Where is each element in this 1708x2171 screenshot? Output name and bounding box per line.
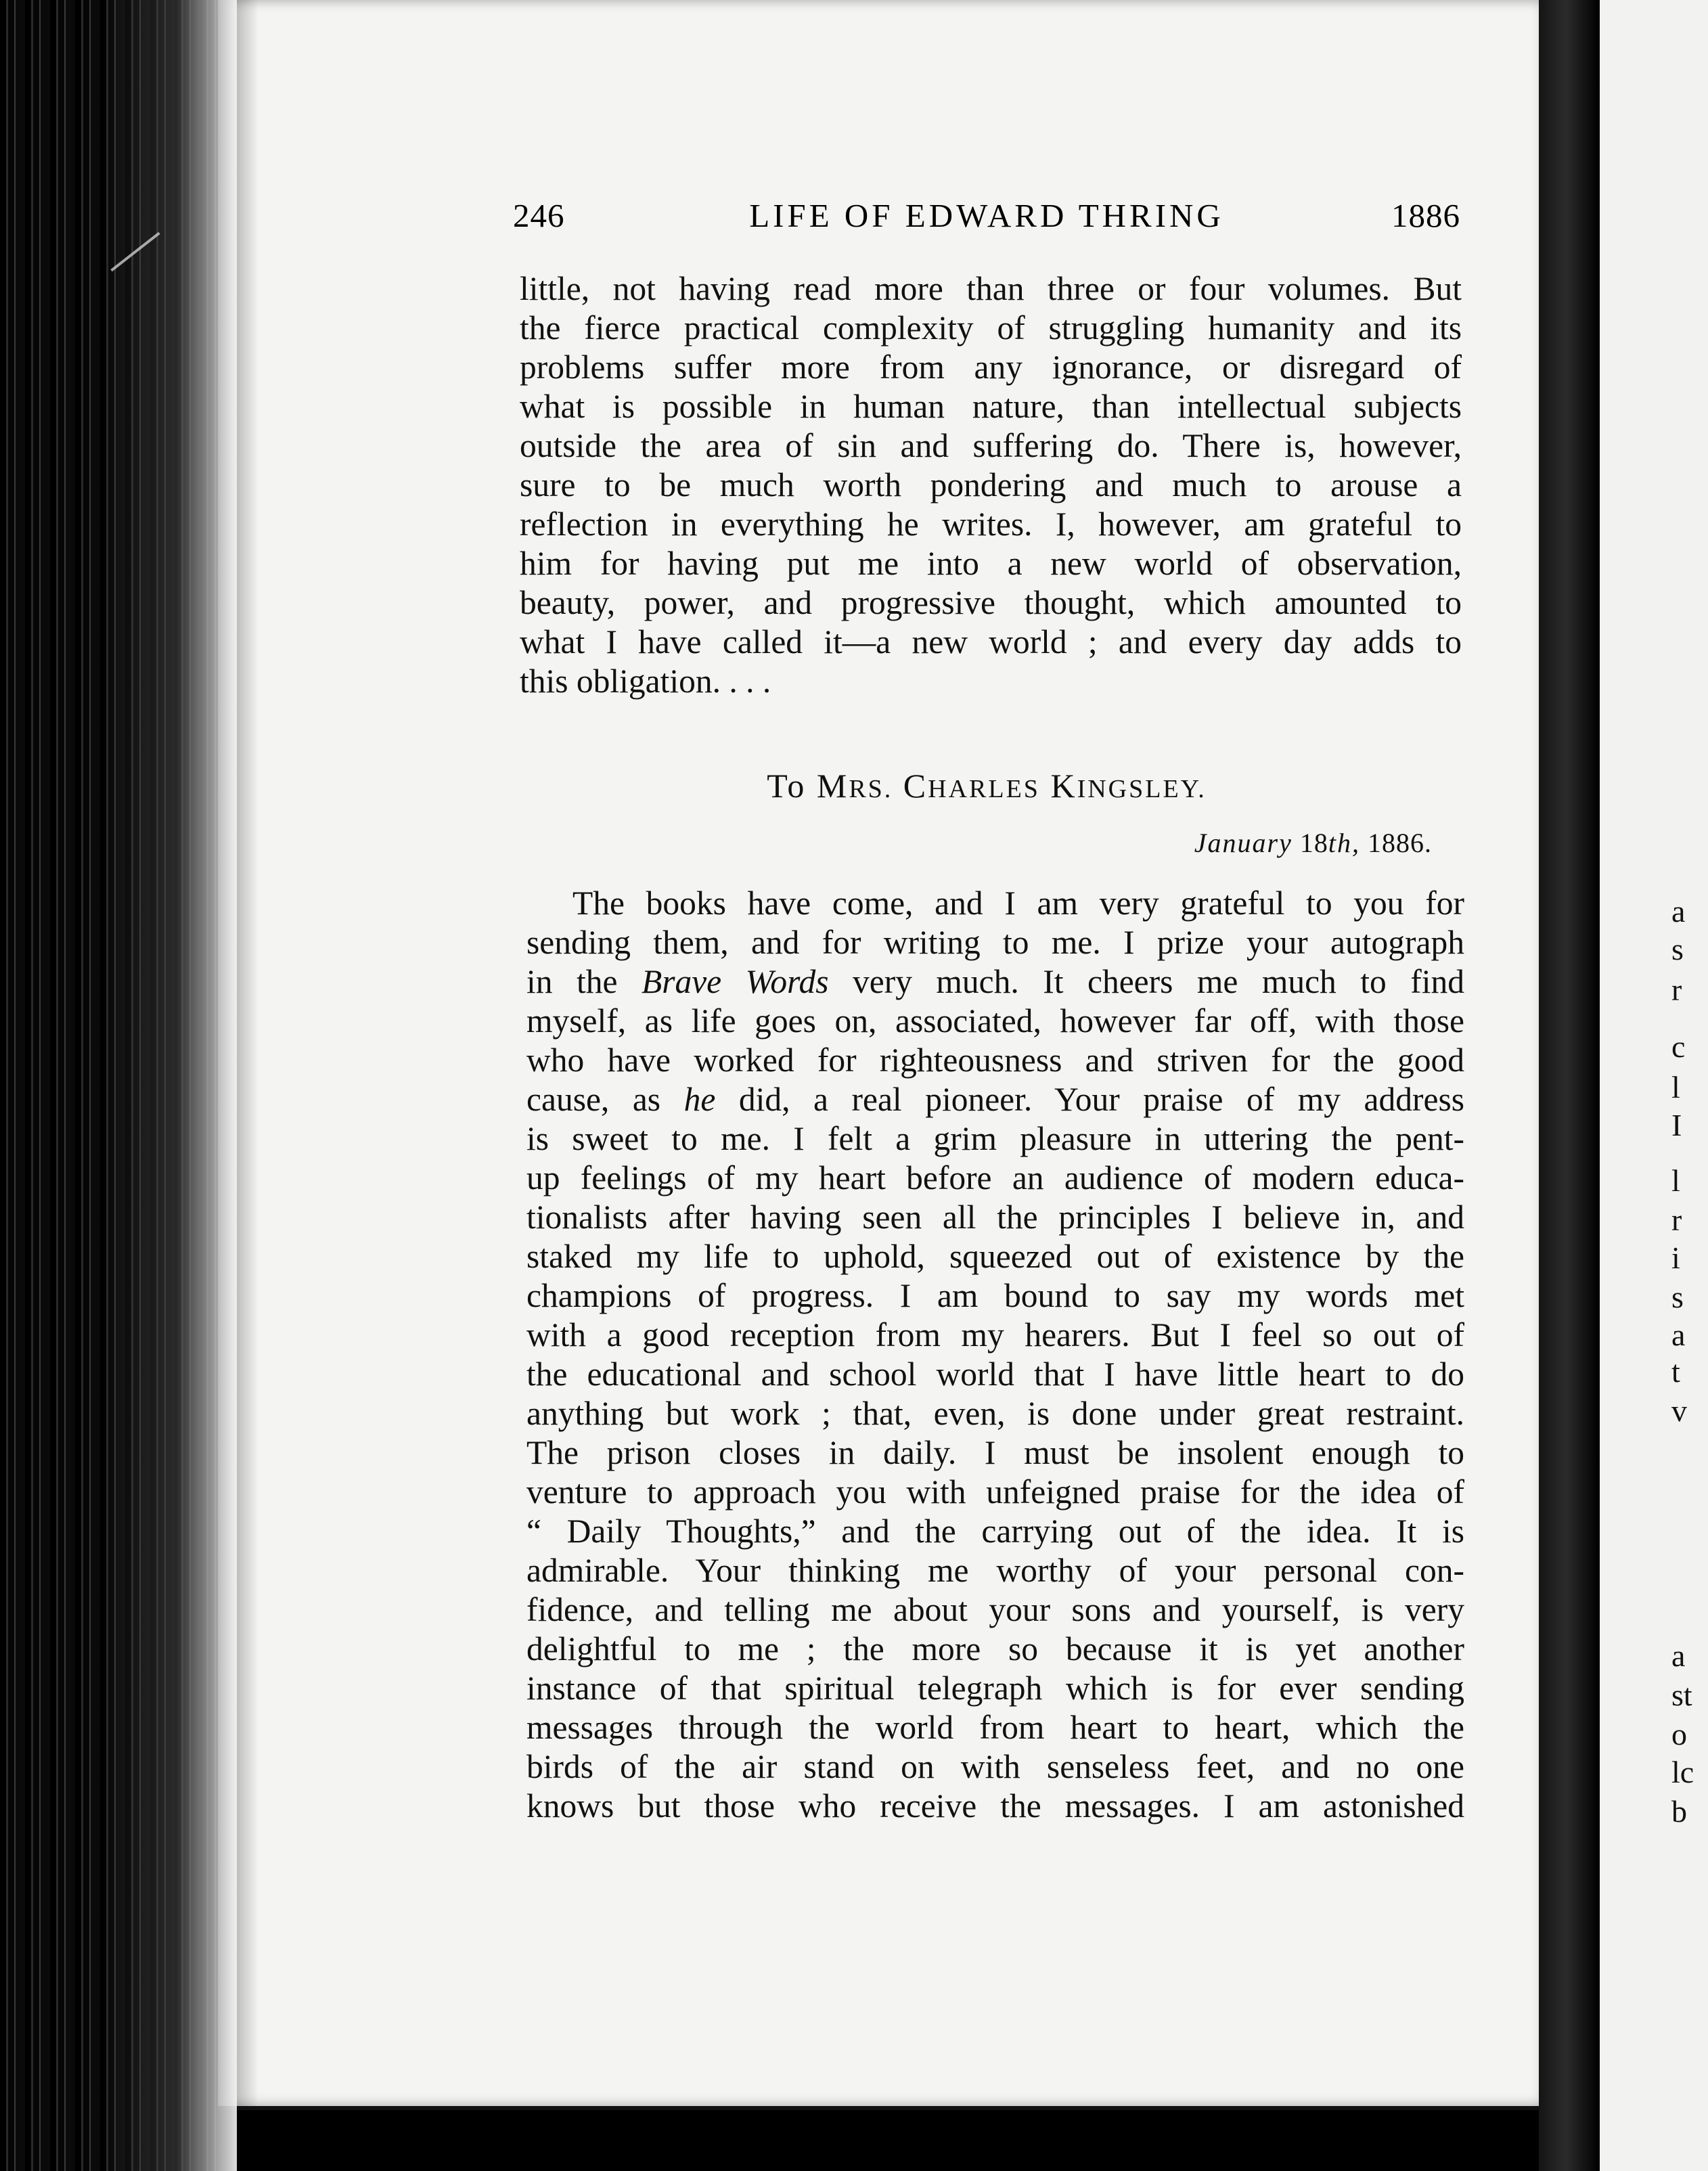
date-day-suffix: th, [1328,828,1360,858]
text-line: myself, as life goes on, associated, however far off, with those [526,1002,1464,1039]
next-page-fragment: s [1671,932,1684,966]
next-page-fragment: I [1671,1108,1682,1142]
next-page-fragment: l [1671,1070,1680,1104]
text-line: venture to approach you with unfeigned praise for the idea of [526,1473,1464,1510]
text-line: what is possible in human nature, than intellectual subjects [520,388,1462,425]
text-line: sending them, and for writing to me. I prize your autograph [526,924,1464,961]
next-page-fragment: s [1671,1280,1684,1314]
book-title-italic: Brave Words [641,963,829,1000]
next-page-fragment: c [1671,1029,1686,1064]
next-page-fragment: b [1671,1794,1687,1829]
next-page-fragment: r [1671,972,1682,1007]
page-number: 246 [513,197,565,234]
text-line: what I have called it—a new world ; and every day adds to [520,623,1462,661]
next-page-fragment: lc [1671,1755,1694,1789]
text-line: him for having put me into a new world of observation, [520,545,1462,582]
text-line: outside the area of sin and suffering do. There is, however, [520,427,1462,464]
text-line: The prison closes in daily. I must be insolent enough to [526,1434,1464,1471]
text-line: the fierce practical complexity of struggling humanity and its [520,309,1462,346]
text-line: champions of progress. I am bound to say my words met [526,1277,1464,1314]
binding-fade [102,0,237,2171]
date-day: 18 [1299,828,1328,858]
letter-date [1194,827,1432,859]
text-line: anything but work ; that, even, is done under great restraint. [526,1395,1464,1432]
text-line: this obligation. . . . [520,663,771,700]
next-page-fragment: a [1671,894,1686,928]
text-line: birds of the air stand on with senseless feet, and no one [526,1748,1464,1785]
text-line: sure to be much worth pondering and much to arouse a [520,466,1462,503]
letter-body [526,884,1464,1826]
text-line: is sweet to me. I felt a grim pleasure in uttering the pent- [526,1120,1464,1157]
next-page-fragment: v [1671,1393,1687,1428]
next-page-fragment: a [1671,1318,1686,1352]
text-run: did, a real pioneer. Your praise of my address [715,1081,1464,1118]
heading-charles-rest: HARLES [928,775,1040,803]
heading-to: To [767,767,807,805]
text-line: “ Daily Thoughts,” and the carrying out of the idea. It is [526,1513,1464,1550]
text-line: with a good reception from my hearers. But I feel so out of [526,1316,1464,1353]
next-page-fragment: t [1671,1354,1680,1389]
text-line: admirable. Your thinking me worthy of your personal con- [526,1552,1464,1589]
next-page-fragment: o [1671,1717,1687,1751]
text-line: reflection in everything he writes. I, however, am grateful to [520,506,1462,543]
next-page-fragment: r [1671,1203,1682,1237]
text-line: messages through the world from heart to heart, which the [526,1709,1464,1746]
text-run: cause, as [526,1081,684,1118]
running-title: LIFE OF EDWARD THRING [749,197,1224,234]
heading-charles-initial: C [903,767,928,805]
text-line: instance of that spiritual telegraph which is for ever sending [526,1670,1464,1707]
text-line: who have worked for righteousness and striven for the good [526,1042,1464,1079]
running-head [513,196,1460,244]
text-run: in the [526,963,642,1000]
text-line: the educational and school world that I have little heart to do [526,1356,1464,1393]
text-line: knows but those who receive the messages. I am astonished [526,1787,1464,1825]
date-month: January [1194,828,1293,858]
text-line: staked my life to uphold, squeezed out of existence by the [526,1238,1464,1275]
text-line: tionalists after having seen all the principles I believe in, and [526,1199,1464,1236]
paragraph-continued [520,269,1462,701]
next-page-text-fragments [1671,0,1708,2171]
heading-mrs-initial: M [816,767,849,805]
next-page-fragment: st [1671,1678,1692,1712]
text-line: little, not having read more than three or four volumes. But [520,270,1462,307]
text-line: up feelings of my heart before an audience of modern educa- [526,1159,1464,1196]
text-line [526,1080,1464,1119]
right-gutter [1539,0,1600,2171]
text-line: fidence, and telling me about your sons and yourself, is very [526,1591,1464,1628]
emphasis-italic: he [683,1081,716,1118]
text-line: beauty, power, and progressive thought, which amounted to [520,584,1462,621]
date-year: 1886. [1368,828,1432,858]
running-year: 1886 [1391,197,1460,234]
text-line: The books have come, and I am very grateful to you for [572,885,1464,922]
next-page-fragment: l [1671,1163,1680,1198]
next-page-fragment: a [1671,1638,1686,1673]
next-page-fragment: i [1671,1240,1680,1275]
text-line: problems suffer more from any ignorance, or disregard of [520,349,1462,386]
heading-kingsley-initial: K [1050,767,1077,805]
text-run: very much. It cheers me much to find [828,963,1465,1000]
letter-heading [513,766,1460,805]
text-line: delightful to me ; the more so because it is yet another [526,1630,1464,1668]
text-line [526,962,1464,1002]
heading-kingsley-rest: INGSLEY. [1077,775,1207,803]
heading-mrs-rest: RS. [849,775,893,803]
